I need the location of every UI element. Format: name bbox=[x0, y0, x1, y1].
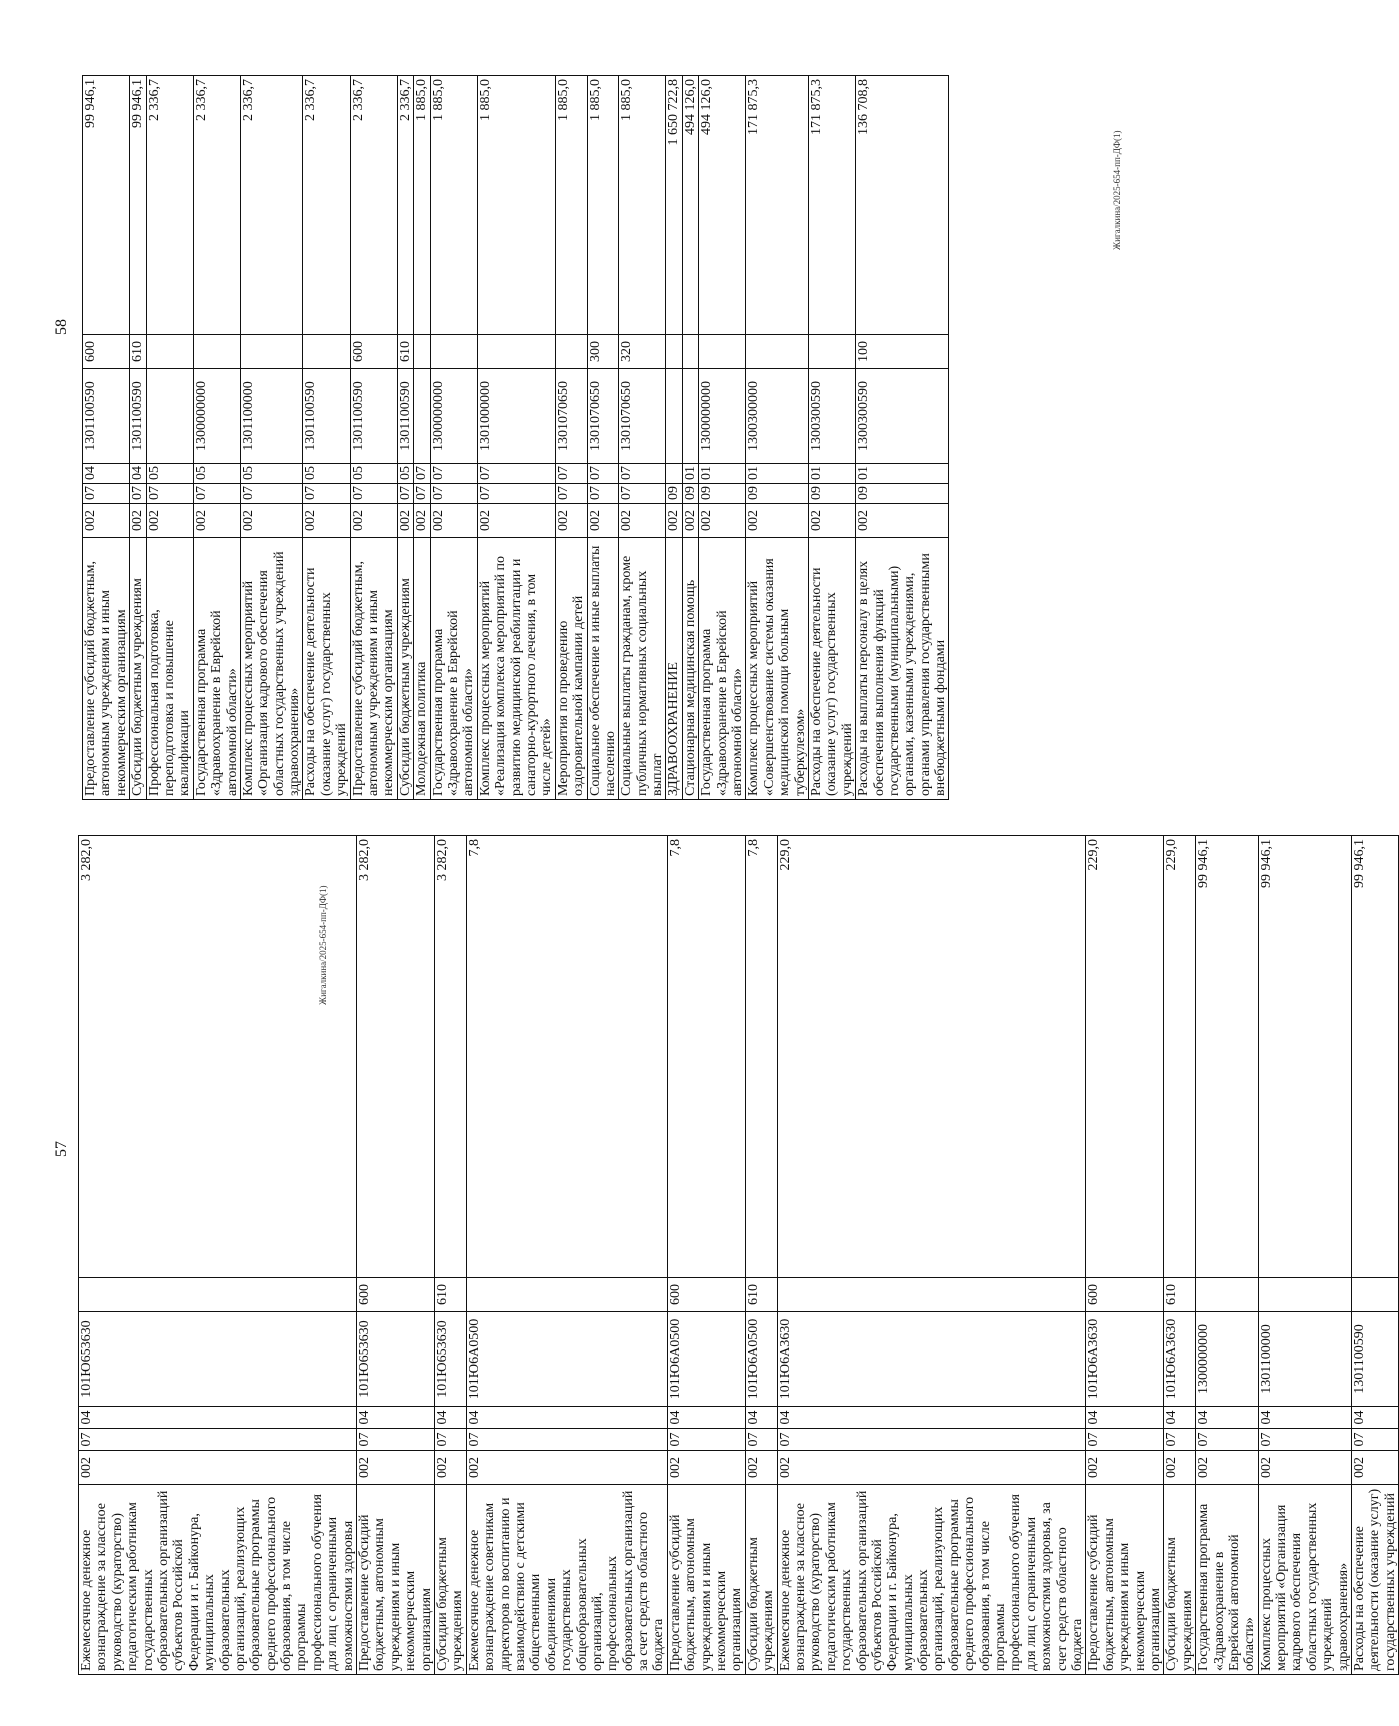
section-code: 09 bbox=[682, 484, 698, 504]
target-article-code: 101Ю6А0500 bbox=[466, 1312, 667, 1407]
expense-type-code: 610 bbox=[130, 335, 146, 369]
section-code: 07 bbox=[777, 1429, 1086, 1451]
table-row bbox=[350, 76, 397, 800]
section-code: 07 bbox=[350, 484, 397, 504]
row-description: Предоставление субсидий бюджетным, автономным учреждениям и иным некоммерческим организациям bbox=[1086, 1485, 1164, 1675]
amount: 229,0 bbox=[777, 836, 1086, 1278]
page-number: 57 bbox=[53, 1141, 70, 1157]
row-description: Субсидии бюджетным учреждениям bbox=[434, 1485, 466, 1675]
ministry-code: 002 bbox=[555, 504, 587, 538]
section-code: 09 bbox=[808, 484, 855, 504]
ministry-code: 002 bbox=[357, 1451, 435, 1485]
row-description: Государственная программа «Здравоохранение в Еврейской автономной области» bbox=[699, 538, 746, 800]
budget-table bbox=[78, 835, 1399, 1675]
table-row bbox=[430, 76, 477, 800]
section-code: 07 bbox=[79, 1429, 357, 1451]
ministry-code: 002 bbox=[477, 504, 555, 538]
subsection-code: 04 bbox=[1196, 1407, 1259, 1429]
row-description: Комплекс процессных мероприятий «Реализация комплекса мероприятий по развитию медицинской реабилитации и санаторно-курортного лечения, в том числе детей» bbox=[477, 538, 555, 800]
amount: 494 126,0 bbox=[699, 76, 746, 335]
subsection-code: 01 bbox=[856, 464, 949, 484]
ministry-code: 002 bbox=[414, 504, 430, 538]
expense-type-code bbox=[746, 335, 809, 369]
table-row bbox=[667, 836, 745, 1675]
subsection-code: 04 bbox=[130, 464, 146, 484]
target-article-code bbox=[414, 369, 430, 464]
subsection-code bbox=[666, 464, 682, 484]
row-description: Ежемесячное денежное вознаграждение за классное руководство (кураторство) педагогическим работникам государственных образовательных организаций субъектов Российской Федерации и г. Байконура, муниципальных образовательных организаций, реализующих образовательные программы среднего профессионального образования, в том числе программы профессионального обучения для лиц с ограниченными возможностями здоровья, за счет средств областного бюджета bbox=[777, 1485, 1086, 1675]
amount: 3 282,0 bbox=[357, 836, 435, 1278]
table-row bbox=[397, 76, 413, 800]
target-article-code: 1300300000 bbox=[746, 369, 809, 464]
subsection-code: 07 bbox=[555, 464, 587, 484]
table-row bbox=[1352, 836, 1399, 1675]
amount: 7,8 bbox=[466, 836, 667, 1278]
section-code: 07 bbox=[1086, 1429, 1164, 1451]
target-article-code: 1301070650 bbox=[587, 369, 619, 464]
row-description: Расходы на обеспечение деятельности (оказание услуг) государственных учреждений bbox=[808, 538, 855, 800]
section-code: 09 bbox=[699, 484, 746, 504]
subsection-code: 07 bbox=[619, 464, 666, 484]
subsection-code: 05 bbox=[146, 464, 193, 484]
ministry-code: 002 bbox=[1258, 1451, 1351, 1485]
section-code: 07 bbox=[357, 1429, 435, 1451]
section-code: 07 bbox=[434, 1429, 466, 1451]
ministry-code: 002 bbox=[193, 504, 240, 538]
target-article-code: 1301100590 bbox=[83, 369, 130, 464]
subsection-code: 04 bbox=[79, 1407, 357, 1429]
amount: 99 946,1 bbox=[130, 76, 146, 335]
amount: 171 875,3 bbox=[746, 76, 809, 335]
amount: 1 885,0 bbox=[555, 76, 587, 335]
subsection-code: 05 bbox=[303, 464, 350, 484]
section-code: 07 bbox=[430, 484, 477, 504]
amount: 136 708,8 bbox=[856, 76, 949, 335]
subsection-code: 01 bbox=[699, 464, 746, 484]
expense-type-code bbox=[555, 335, 587, 369]
amount: 2 336,7 bbox=[303, 76, 350, 335]
amount: 494 126,0 bbox=[682, 76, 698, 335]
subsection-code: 04 bbox=[667, 1407, 745, 1429]
subsection-code: 04 bbox=[466, 1407, 667, 1429]
ministry-code: 002 bbox=[745, 1451, 777, 1485]
table-row bbox=[555, 76, 587, 800]
row-description: Мероприятия по проведению оздоровительной кампании детей bbox=[555, 538, 587, 800]
document-footer: Жигалкина/2025-654-пп-ДФ(1) bbox=[318, 885, 328, 1005]
target-article-code: 101Ю6А3630 bbox=[1164, 1312, 1196, 1407]
ministry-code: 002 bbox=[83, 504, 130, 538]
expense-type-code bbox=[414, 335, 430, 369]
amount: 2 336,7 bbox=[240, 76, 303, 335]
row-description: Государственная программа «Здравоохранение в Еврейской автономной области» bbox=[193, 538, 240, 800]
section-code: 07 bbox=[619, 484, 666, 504]
section-code: 07 bbox=[240, 484, 303, 504]
target-article-code: 1301100590 bbox=[350, 369, 397, 464]
target-article-code bbox=[666, 369, 682, 464]
ministry-code: 002 bbox=[666, 504, 682, 538]
table-row bbox=[303, 76, 350, 800]
section-code: 07 bbox=[1164, 1429, 1196, 1451]
amount: 2 336,7 bbox=[193, 76, 240, 335]
section-code: 07 bbox=[1196, 1429, 1259, 1451]
page-number: 58 bbox=[53, 319, 70, 335]
subsection-code: 04 bbox=[434, 1407, 466, 1429]
target-article-code: 1300300590 bbox=[856, 369, 949, 464]
section-code: 07 bbox=[1258, 1429, 1351, 1451]
subsection-code: 05 bbox=[240, 464, 303, 484]
row-description: Субсидии бюджетным учреждениям bbox=[1164, 1485, 1196, 1675]
amount: 1 885,0 bbox=[587, 76, 619, 335]
target-article-code: 1301100590 bbox=[130, 369, 146, 464]
amount: 1 650 722,8 bbox=[666, 76, 682, 335]
target-article-code: 1300000000 bbox=[430, 369, 477, 464]
row-description: Предоставление субсидий бюджетным, автономным учреждениям и иным некоммерческим организациям bbox=[667, 1485, 745, 1675]
table-row bbox=[808, 76, 855, 800]
table-row bbox=[414, 76, 430, 800]
subsection-code: 04 bbox=[1086, 1407, 1164, 1429]
subsection-code: 04 bbox=[83, 464, 130, 484]
amount: 229,0 bbox=[1164, 836, 1196, 1278]
section-code: 07 bbox=[466, 1429, 667, 1451]
row-description: Расходы на обеспечение деятельности (оказание услуг) государственных учреждений bbox=[303, 538, 350, 800]
ministry-code: 002 bbox=[79, 1451, 357, 1485]
subsection-code: 01 bbox=[746, 464, 809, 484]
table-row bbox=[1258, 836, 1351, 1675]
expense-type-code bbox=[477, 335, 555, 369]
table-row bbox=[193, 76, 240, 800]
target-article-code bbox=[682, 369, 698, 464]
expense-type-code: 600 bbox=[667, 1278, 745, 1312]
amount: 1 885,0 bbox=[477, 76, 555, 335]
subsection-code: 04 bbox=[1164, 1407, 1196, 1429]
subsection-code: 07 bbox=[477, 464, 555, 484]
expense-type-code: 600 bbox=[357, 1278, 435, 1312]
table-row bbox=[79, 836, 357, 1675]
expense-type-code: 610 bbox=[397, 335, 413, 369]
target-article-code: 101Ю653630 bbox=[357, 1312, 435, 1407]
table-row bbox=[1196, 836, 1259, 1675]
expense-type-code: 600 bbox=[83, 335, 130, 369]
row-description: Предоставление субсидий бюджетным, автономным учреждениям и иным некоммерческим организациям bbox=[83, 538, 130, 800]
subsection-code: 01 bbox=[682, 464, 698, 484]
ministry-code: 002 bbox=[466, 1451, 667, 1485]
row-description: Стационарная медицинская помощь bbox=[682, 538, 698, 800]
expense-type-code: 100 bbox=[856, 335, 949, 369]
expense-type-code bbox=[146, 335, 193, 369]
section-code: 07 bbox=[1352, 1429, 1399, 1451]
expense-type-code: 610 bbox=[1164, 1278, 1196, 1312]
subsection-code: 05 bbox=[193, 464, 240, 484]
subsection-code: 07 bbox=[430, 464, 477, 484]
expense-type-code: 610 bbox=[434, 1278, 466, 1312]
amount: 1 885,0 bbox=[430, 76, 477, 335]
target-article-code: 1301100000 bbox=[240, 369, 303, 464]
row-description: Молодежная политика bbox=[414, 538, 430, 800]
target-article-code: 1301100000 bbox=[1258, 1312, 1351, 1407]
table-row bbox=[745, 836, 777, 1675]
expense-type-code: 610 bbox=[745, 1278, 777, 1312]
amount: 1 885,0 bbox=[619, 76, 666, 335]
table-row bbox=[682, 76, 698, 800]
section-code: 09 bbox=[666, 484, 682, 504]
row-description: Комплекс процессных мероприятий «Совершенствование системы оказания медицинской помощи больным туберкулезом» bbox=[746, 538, 809, 800]
table-row bbox=[619, 76, 666, 800]
target-article-code: 1301100590 bbox=[397, 369, 413, 464]
subsection-code: 05 bbox=[397, 464, 413, 484]
subsection-code: 04 bbox=[777, 1407, 1086, 1429]
amount: 2 336,7 bbox=[146, 76, 193, 335]
expense-type-code: 320 bbox=[619, 335, 666, 369]
target-article-code: 1300300590 bbox=[808, 369, 855, 464]
table-row bbox=[856, 76, 949, 800]
amount: 99 946,1 bbox=[83, 76, 130, 335]
target-article-code: 1301100590 bbox=[1352, 1312, 1399, 1407]
ministry-code: 002 bbox=[808, 504, 855, 538]
section-code: 07 bbox=[745, 1429, 777, 1451]
table-row bbox=[699, 76, 746, 800]
amount: 99 946,1 bbox=[1352, 836, 1399, 1278]
ministry-code: 002 bbox=[856, 504, 949, 538]
table-row bbox=[666, 76, 682, 800]
target-article-code bbox=[146, 369, 193, 464]
target-article-code: 1300000000 bbox=[699, 369, 746, 464]
amount: 7,8 bbox=[745, 836, 777, 1278]
ministry-code: 002 bbox=[699, 504, 746, 538]
section-code: 09 bbox=[856, 484, 949, 504]
table-row bbox=[746, 76, 809, 800]
expense-type-code bbox=[1352, 1278, 1399, 1312]
ministry-code: 002 bbox=[777, 1451, 1086, 1485]
ministry-code: 002 bbox=[667, 1451, 745, 1485]
section-code: 07 bbox=[303, 484, 350, 504]
expense-type-code bbox=[466, 1278, 667, 1312]
expense-type-code bbox=[1258, 1278, 1351, 1312]
ministry-code: 002 bbox=[1196, 1451, 1259, 1485]
target-article-code: 101Ю653630 bbox=[434, 1312, 466, 1407]
row-description: ЗДРАВООХРАНЕНИЕ bbox=[666, 538, 682, 800]
amount: 99 946,1 bbox=[1196, 836, 1259, 1278]
target-article-code: 1300000000 bbox=[1196, 1312, 1259, 1407]
table-row bbox=[83, 76, 130, 800]
ministry-code: 002 bbox=[146, 504, 193, 538]
section-code: 07 bbox=[146, 484, 193, 504]
section-code: 07 bbox=[83, 484, 130, 504]
expense-type-code bbox=[682, 335, 698, 369]
row-description: Комплекс процессных мероприятий «Организация кадрового обеспечения областных государственных учреждений здравоохранения» bbox=[240, 538, 303, 800]
table-row bbox=[477, 76, 555, 800]
target-article-code: 1301000000 bbox=[477, 369, 555, 464]
row-description: Субсидии бюджетным учреждениям bbox=[745, 1485, 777, 1675]
section-code: 07 bbox=[193, 484, 240, 504]
expense-type-code bbox=[303, 335, 350, 369]
subsection-code: 07 bbox=[587, 464, 619, 484]
table-row bbox=[146, 76, 193, 800]
table-row bbox=[130, 76, 146, 800]
ministry-code: 002 bbox=[397, 504, 413, 538]
subsection-code: 04 bbox=[357, 1407, 435, 1429]
row-description: Расходы на обеспечение деятельности (оказание услуг) государственных учреждений bbox=[1352, 1485, 1399, 1675]
ministry-code: 002 bbox=[1086, 1451, 1164, 1485]
subsection-code: 05 bbox=[350, 464, 397, 484]
ministry-code: 002 bbox=[619, 504, 666, 538]
table-row bbox=[357, 836, 435, 1675]
target-article-code: 101Ю6А0500 bbox=[745, 1312, 777, 1407]
ministry-code: 002 bbox=[350, 504, 397, 538]
target-article-code: 1300000000 bbox=[193, 369, 240, 464]
subsection-code: 07 bbox=[414, 464, 430, 484]
subsection-code: 04 bbox=[745, 1407, 777, 1429]
budget-table bbox=[82, 75, 949, 800]
budget-table-frame bbox=[82, 75, 949, 800]
target-article-code: 1301070650 bbox=[619, 369, 666, 464]
table-row bbox=[434, 836, 466, 1675]
table-row bbox=[240, 76, 303, 800]
table-row bbox=[466, 836, 667, 1675]
ministry-code: 002 bbox=[746, 504, 809, 538]
ministry-code: 002 bbox=[430, 504, 477, 538]
expense-type-code bbox=[1196, 1278, 1259, 1312]
subsection-code: 04 bbox=[1258, 1407, 1351, 1429]
row-description: Социальные выплаты гражданам, кроме публичных нормативных социальных выплат bbox=[619, 538, 666, 800]
target-article-code: 101Ю6А0500 bbox=[667, 1312, 745, 1407]
ministry-code: 002 bbox=[587, 504, 619, 538]
expense-type-code: 300 bbox=[587, 335, 619, 369]
row-description: Предоставление субсидий бюджетным, автономным учреждениям и иным некоммерческим организациям bbox=[350, 538, 397, 800]
expense-type-code bbox=[193, 335, 240, 369]
expense-type-code bbox=[699, 335, 746, 369]
expense-type-code bbox=[777, 1278, 1086, 1312]
expense-type-code: 600 bbox=[350, 335, 397, 369]
ministry-code: 002 bbox=[1164, 1451, 1196, 1485]
row-description: Социальное обеспечение и иные выплаты населению bbox=[587, 538, 619, 800]
row-description: Комплекс процессных мероприятий «Организация кадрового обеспечения областных государственных учреждений здравоохранения» bbox=[1258, 1485, 1351, 1675]
expense-type-code bbox=[430, 335, 477, 369]
expense-type-code bbox=[666, 335, 682, 369]
section-code: 07 bbox=[667, 1429, 745, 1451]
table-row bbox=[1086, 836, 1164, 1675]
ministry-code: 002 bbox=[682, 504, 698, 538]
amount: 171 875,3 bbox=[808, 76, 855, 335]
table-row bbox=[777, 836, 1086, 1675]
table-row bbox=[587, 76, 619, 800]
amount: 99 946,1 bbox=[1258, 836, 1351, 1278]
amount: 7,8 bbox=[667, 836, 745, 1278]
section-code: 07 bbox=[397, 484, 413, 504]
subsection-code: 04 bbox=[1352, 1407, 1399, 1429]
row-description: Предоставление субсидий бюджетным, автономным учреждениям и иным некоммерческим организациям bbox=[357, 1485, 435, 1675]
row-description: Субсидии бюджетным учреждениям bbox=[130, 538, 146, 800]
section-code: 09 bbox=[746, 484, 809, 504]
target-article-code: 101Ю6А3630 bbox=[777, 1312, 1086, 1407]
row-description: Государственная программа «Здравоохранение в Еврейской автономной области» bbox=[430, 538, 477, 800]
target-article-code: 101Ю653630 bbox=[79, 1312, 357, 1407]
expense-type-code bbox=[79, 1278, 357, 1312]
amount: 1 885,0 bbox=[414, 76, 430, 335]
row-description: Государственная программа «Здравоохранение в Еврейской автономной области» bbox=[1196, 1485, 1259, 1675]
row-description: Субсидии бюджетным учреждениям bbox=[397, 538, 413, 800]
expense-type-code: 600 bbox=[1086, 1278, 1164, 1312]
amount: 2 336,7 bbox=[350, 76, 397, 335]
section-code: 07 bbox=[555, 484, 587, 504]
section-code: 07 bbox=[414, 484, 430, 504]
section-code: 07 bbox=[587, 484, 619, 504]
ministry-code: 002 bbox=[240, 504, 303, 538]
amount: 2 336,7 bbox=[397, 76, 413, 335]
expense-type-code bbox=[240, 335, 303, 369]
ministry-code: 002 bbox=[434, 1451, 466, 1485]
amount: 3 282,0 bbox=[434, 836, 466, 1278]
target-article-code: 1301100590 bbox=[303, 369, 350, 464]
ministry-code: 002 bbox=[1352, 1451, 1399, 1485]
amount: 3 282,0 bbox=[79, 836, 357, 1278]
ministry-code: 002 bbox=[130, 504, 146, 538]
row-description: Ежемесячное денежное вознаграждение советникам директоров по воспитанию и взаимодействию с детскими общественными объединениями государственных общеобразовательных организаций, профессиональных образовательных организаций за счет средств областного бюджета bbox=[466, 1485, 667, 1675]
document-footer: Жигалкина/2025-654-пп-ДФ(1) bbox=[1112, 130, 1122, 250]
row-description: Ежемесячное денежное вознаграждение за классное руководство (кураторство) педагогическим работникам государственных образовательных организаций субъектов Российской Федерации и г. Байконура, муниципальных образовательных организаций, реализующих образовательные программы среднего профессионального образования, в том числе программы профессионального обучения для лиц с ограниченными возможностями здоровья bbox=[79, 1485, 357, 1675]
target-article-code: 1301070650 bbox=[555, 369, 587, 464]
target-article-code: 101Ю6А3630 bbox=[1086, 1312, 1164, 1407]
section-code: 07 bbox=[477, 484, 555, 504]
ministry-code: 002 bbox=[303, 504, 350, 538]
row-description: Расходы на выплаты персоналу в целях обеспечения выполнения функций государственными (муниципальными) органами, казенными учреждениями, органами управления государственными внебюджетными фондами bbox=[856, 538, 949, 800]
section-code: 07 bbox=[130, 484, 146, 504]
subsection-code: 01 bbox=[808, 464, 855, 484]
expense-type-code bbox=[808, 335, 855, 369]
row-description: Профессиональная подготовка, переподготовка и повышение квалификации bbox=[146, 538, 193, 800]
amount: 229,0 bbox=[1086, 836, 1164, 1278]
table-row bbox=[1164, 836, 1196, 1675]
